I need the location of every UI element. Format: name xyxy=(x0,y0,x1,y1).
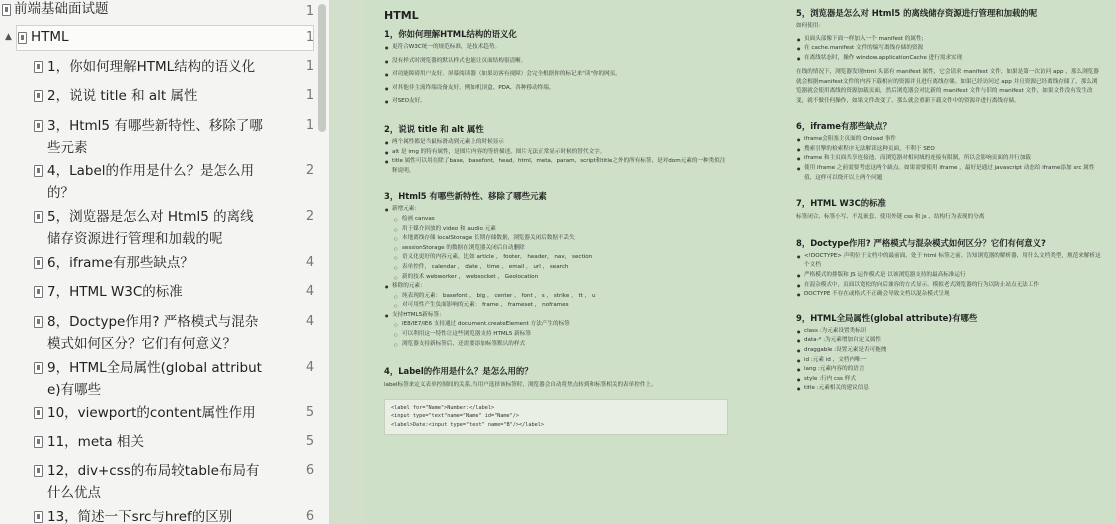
list-item: ● 在离线状态时，操作 window.applicationCache 进行需求实现 xyxy=(796,54,1102,64)
page-number: 1 xyxy=(305,59,315,74)
bookmark-icon xyxy=(34,211,43,223)
list-item: ● 对SEO友好。 xyxy=(384,97,728,107)
outline-item-label: 8，Doctype作用? 严格模式与混杂 xyxy=(47,314,259,330)
outline-item[interactable] xyxy=(0,85,320,107)
list-item: ○ 可以利用这一特性让这些浏览器支持 HTML5 新标签 xyxy=(384,330,728,340)
list-item: ○ 纯表现的元素： basefont ， big ， center ， font ， s ， strike ， tt ， u xyxy=(384,292,728,302)
paragraph: 标签闭合、标签小写、不乱嵌套、使用外链 css 和 js 、结构行为表现的分离 xyxy=(796,214,985,221)
section-title: 5，浏览器是怎么对 Html5 的离线储存资源进行管理和加载的呢 xyxy=(796,8,1038,18)
sub-bullet-list xyxy=(384,292,728,311)
list-item: ● 使用 iframe 之前需要考虑这两个缺点。如果需要使用 iframe ，最好是通过 javascript 动态给 iframe添加 src 属性值，这样可以绕开以上两个问题 xyxy=(796,164,1102,183)
bookmark-icon xyxy=(34,90,43,102)
section-5 xyxy=(796,7,1102,106)
bullet-list xyxy=(796,252,1102,300)
page-number: 4 xyxy=(305,255,315,270)
outline-item-label: 1，你如何理解HTML结构的语义化 xyxy=(47,59,256,75)
outline-item-label: 5，浏览器是怎么对 Html5 的离线 xyxy=(47,209,254,225)
page-number: 5 xyxy=(305,434,315,449)
list-item: ● 页面头部像下面一样加入一个 manifest 的属性; xyxy=(796,35,1102,45)
bookmark-icon xyxy=(34,407,43,419)
page-right-column xyxy=(796,0,1102,394)
list-item: ○ 对可用性产生负面影响的元素： frame ， frameset ， noframes xyxy=(384,301,728,311)
list-item: ● 在混杂模式中，页面以宽松的向后兼容的方式显示。模拟老式浏览器的行为以防止站点无法工作 xyxy=(796,281,1102,291)
page-number: 2 xyxy=(305,163,315,178)
outline-item[interactable] xyxy=(0,506,320,524)
section-title: 9，HTML全局属性(global attribute)有哪些 xyxy=(796,312,978,323)
list-item: ● id :元素 id ，文档内唯一 xyxy=(796,356,1102,366)
page-number: 5 xyxy=(305,405,315,420)
outline-item-label: 7，HTML W3C的标准 xyxy=(47,284,183,300)
list-item: ● 新增元素： xyxy=(384,205,728,215)
outline-item-label: HTML xyxy=(31,29,69,45)
bullet-list xyxy=(384,282,728,292)
list-item: ● <!DOCTYPE> 声明位于文档中的最前面，处于 html 标签之前。告知浏览器的解析器，用什么文档类型，规范来解析这个文档 xyxy=(796,252,1102,271)
bookmark-icon xyxy=(2,4,11,16)
outline-item-label: 模式如何区分？它们有何意义？ xyxy=(47,336,236,352)
page-number: 6 xyxy=(305,509,315,524)
list-item: ● 移除的元素： xyxy=(384,282,728,292)
section-9 xyxy=(796,312,1102,394)
list-item: ● 两个属性都是当鼠标滑动到元素上的时候显示 xyxy=(384,138,728,148)
page-number: 4 xyxy=(305,360,315,375)
outline-sidebar xyxy=(0,0,330,524)
section-title: 6，iframe有那些缺点？ xyxy=(796,121,892,132)
page-number: 2 xyxy=(305,209,315,224)
bullet-list xyxy=(796,135,1102,183)
bullet-list xyxy=(384,43,728,107)
section-title: 3，Html5 有哪些新特性、移除了哪些元素 xyxy=(384,191,547,202)
outline-item-label: 10，viewport的content属性作用 xyxy=(47,405,256,421)
outline-item-label: 12，div+css的布局较table布局有 xyxy=(47,463,260,479)
outline-item[interactable] xyxy=(0,206,320,250)
list-item: ○ 本地离线存储 localStorage 长期存储数据，浏览器关闭后数据不丢失 xyxy=(384,234,728,244)
outline-item-label: 9，HTML全局属性(global attribut xyxy=(47,360,262,376)
page-number: 1 xyxy=(305,88,315,103)
list-item: ● iframe 和主页面共享连接池，而浏览器对相同域的连接有限制，所以会影响页面的并行加载 xyxy=(796,154,1102,164)
section-8 xyxy=(796,237,1102,300)
list-item: ● 支持HTML5新标签： xyxy=(384,311,728,321)
outline-item-label: e)有哪些 xyxy=(47,382,102,398)
page-number: 1 xyxy=(305,118,315,133)
list-item: ● data-* :为元素增加自定义属性 xyxy=(796,336,1102,346)
page-heading: HTML xyxy=(384,9,419,22)
section-6 xyxy=(796,120,1102,183)
list-item: ○ 绘画 canvas xyxy=(384,215,728,225)
section-7 xyxy=(796,197,1102,223)
page-number: 4 xyxy=(305,284,315,299)
list-item: ● class :为元素设置类标识 xyxy=(796,327,1102,337)
outline-item-label: 前端基础面试题 xyxy=(14,1,109,17)
list-item: ● iframe会阻塞主页面的 Onload 事件 xyxy=(796,135,1102,145)
paragraph: 在线的情况下，浏览器发现html 头部有 manifest 属性，它会请求 manifest 文件，如果是第一次访问 app ，那么浏览器就会根据manifest文件的内容下载相应的资源并且进行离线存储。如果已经访问过 app 并且资源已经离线存储了，那么浏览器就会使用离线的资源加载页面，然后浏览器会对比新的 manifest 文件与旧的 manifest 文件，如果文件没有发生改变，就不做任何操作，如果文件改变了，那么就会重新下载文件中的资源并进行离线存储。 xyxy=(796,69,1099,104)
section-2 xyxy=(384,123,728,176)
bookmark-icon xyxy=(34,120,43,132)
list-item: ● 严格模式的排版和 JS 运作模式是 以该浏览器支持的最高标准运行 xyxy=(796,271,1102,281)
section-title: 8，Doctype作用? 严格模式与混杂模式如何区分？它们有何意义? xyxy=(796,237,1046,248)
list-item: ○ 浏览器支持新标签后，还需要添加标签默认的样式 xyxy=(384,340,728,350)
bookmark-icon xyxy=(34,257,43,269)
outline-root[interactable] xyxy=(0,0,320,20)
bookmark-icon xyxy=(34,436,43,448)
outline-item[interactable] xyxy=(0,460,320,504)
outline-item[interactable] xyxy=(0,56,320,78)
bullet-list xyxy=(384,205,728,215)
bookmark-icon xyxy=(34,511,43,523)
section-3 xyxy=(384,190,728,349)
list-item: ○ 用于媒介回放的 video 和 audio 元素 xyxy=(384,225,728,235)
bullet-list xyxy=(384,311,728,321)
list-item: ○ IE8/IE7/IE6 支持通过 document.createElement 方法产生的标签 xyxy=(384,320,728,330)
list-item: ● 搜索引擎的检索程序无法解读这种页面，不利于 SEO xyxy=(796,145,1102,155)
document-page xyxy=(364,0,1116,524)
bookmark-icon xyxy=(18,32,27,44)
bookmark-icon xyxy=(34,465,43,477)
outline-item-label: 的？ xyxy=(47,185,74,201)
section-title: 7，HTML W3C的标准 xyxy=(796,198,886,209)
outline-item-label: 什么优点 xyxy=(47,485,101,501)
section-title: 2，说说 title 和 alt 属性 xyxy=(384,123,484,134)
section-1 xyxy=(384,28,728,107)
list-item: ● 没有样式时浏览器的默认样式也能让页面结构很清晰。 xyxy=(384,57,728,67)
code-block: <label for="Name">Number:</label> <input type="text"name="Name" id="Name"/> <label>Date:<input type="text" name="B"/></label> xyxy=(384,399,728,435)
page-number: 6 xyxy=(305,463,315,478)
section-title: 1，你如何理解HTML结构的语义化 xyxy=(384,29,517,39)
paragraph: label标签来定义表单控制间的关系,当用户选择该标签时，浏览器会自动将焦点转到和标签相关的表单控件上。 xyxy=(384,382,657,389)
list-item: ○ sessionStorage 的数据在浏览器关闭后自动删除 xyxy=(384,244,728,254)
bullet-list xyxy=(796,35,1102,64)
outline-item[interactable] xyxy=(0,252,320,274)
list-item: ● lang :元素内容的的语言 xyxy=(796,365,1102,375)
bookmark-icon xyxy=(34,286,43,298)
outline-item-label: 13，简述一下src与href的区别 xyxy=(47,509,233,524)
list-item: ● 对其他非主流终端设备友好。例如机顶盒、PDA、各种移动终端。 xyxy=(384,84,728,94)
outline-item[interactable] xyxy=(0,281,320,303)
outline-item-label: 储存资源进行管理和加载的呢 xyxy=(47,231,223,247)
list-item: ○ 新的技术 webworker ， websocket ， Geolocation xyxy=(384,273,728,283)
outline-item-label: 4，Label的作用是什么？是怎么用 xyxy=(47,163,255,179)
list-item: ● title :元素相关的建议信息 xyxy=(796,384,1102,394)
list-item: ● 更符合W3C统一的规范标准，是技术趋势。 xyxy=(384,43,728,53)
bookmark-icon xyxy=(34,165,43,177)
list-item: ○ 表单控件， calendar ， date ， time ， email ， url ， search xyxy=(384,263,728,273)
page-left-column xyxy=(384,0,728,435)
outline-item[interactable] xyxy=(0,311,320,355)
list-item: ● style :行内 css 样式 xyxy=(796,375,1102,385)
collapse-caret-icon[interactable]: ▲ xyxy=(5,32,12,42)
list-item: ○ 语义化更好的内容元素，比如 article ， footer， header， nav， section xyxy=(384,253,728,263)
list-item: ● draggable :设置元素是否可拖拽 xyxy=(796,346,1102,356)
list-item: ● title 属性可以用在除了base，basefont，head，html，meta，param，script和title之外的所有标签，是对dom元素的一种类似注释说明。 xyxy=(384,157,728,176)
list-item: ● 在 cache.manifest 文件的编写离线存储的资源 xyxy=(796,44,1102,54)
section-title: 4，Label的作用是什么？是怎么用的？ xyxy=(384,366,533,377)
outline-item-label: 2，说说 title 和 alt 属性 xyxy=(47,88,198,104)
list-item: ● DOCTYPE 不存在或格式不正确会导致文档以混杂模式呈现 xyxy=(796,290,1102,300)
outline-item[interactable] xyxy=(0,357,320,401)
page-number: 1 xyxy=(305,30,315,45)
sub-bullet-list xyxy=(384,215,728,282)
bookmark-icon xyxy=(34,362,43,374)
outline-item[interactable] xyxy=(0,431,320,453)
outline-item[interactable] xyxy=(0,115,320,159)
page-number: 4 xyxy=(305,314,315,329)
list-item: ● 对功能障碍用户友好。屏幕阅读器（如果访客有视障）会完全根据你的标记来"读"你的网页。 xyxy=(384,70,728,80)
page-number: 1 xyxy=(305,4,315,19)
sidebar-scrollbar[interactable] xyxy=(318,4,326,132)
outline-group-html[interactable] xyxy=(0,26,320,50)
section-4 xyxy=(384,365,728,434)
outline-item-label: 6，iframe有那些缺点？ xyxy=(47,255,194,271)
bookmark-icon xyxy=(34,316,43,328)
outline-item-label: 些元素 xyxy=(47,140,88,156)
paragraph: 如何使用： xyxy=(796,23,824,29)
bullet-list xyxy=(384,138,728,176)
bookmark-icon xyxy=(34,61,43,73)
outline-item[interactable] xyxy=(0,402,320,424)
sub-bullet-list xyxy=(384,320,728,349)
outline-item[interactable] xyxy=(0,160,320,204)
outline-item-label: 11，meta 相关 xyxy=(47,434,144,450)
bullet-list xyxy=(796,327,1102,394)
list-item: ● alt 是 img 的特有属性，是图片内容的等价描述，图片无法正常显示时候的替代文字。 xyxy=(384,148,728,158)
outline-item-label: 3，Html5 有哪些新特性、移除了哪 xyxy=(47,118,263,134)
